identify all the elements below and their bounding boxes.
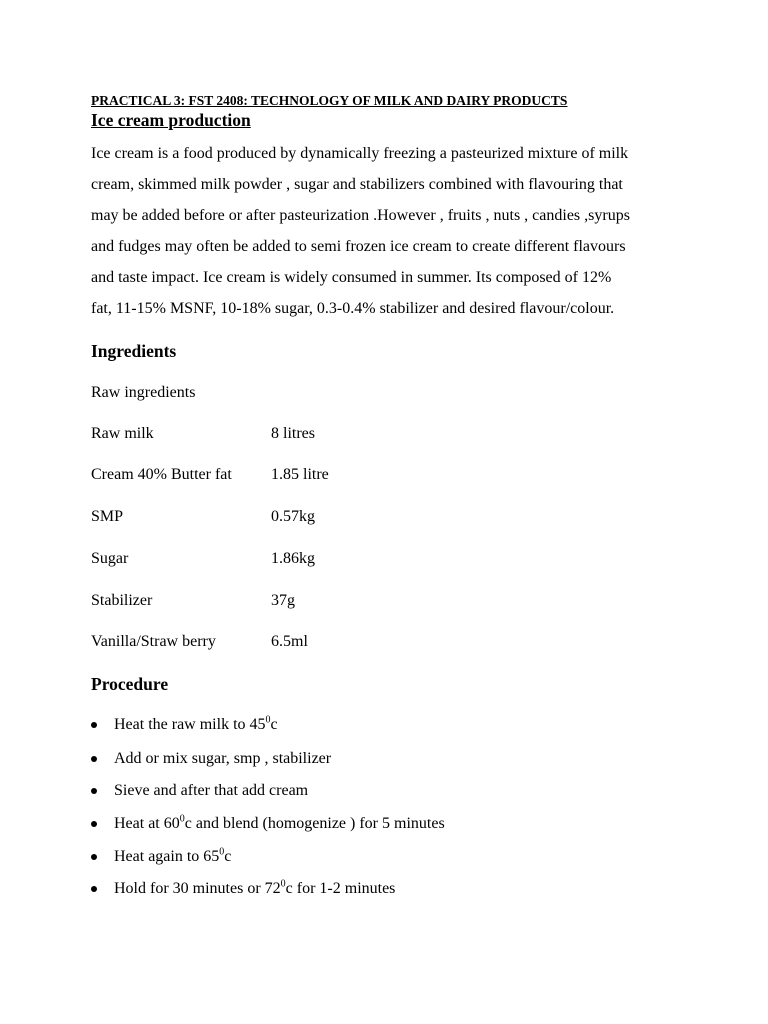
ingredient-name: Cream 40% Butter fat	[91, 466, 232, 483]
bullet-icon	[91, 821, 97, 827]
ingredient-quantity: 0.57kg	[271, 508, 315, 525]
ingredient-name: Vanilla/Straw berry	[91, 633, 216, 650]
procedure-step-text: Hold for 30 minutes or $72^0c$ for 1-2 minutes	[114, 878, 396, 897]
ingredient-name: Stabilizer	[91, 592, 153, 609]
ingredient-name: Sugar	[91, 550, 129, 567]
ingredient-quantity: 8 litres	[271, 425, 315, 442]
ingredients-heading: Ingredients	[91, 341, 177, 361]
procedure-step-text: Heat the raw milk to $45^0c$	[114, 714, 278, 733]
intro-line: cream, skimmed milk powder , sugar and stabilizers combined with flavouring that	[91, 176, 623, 193]
ingredient-name: Raw milk	[91, 425, 154, 442]
bullet-icon	[91, 756, 97, 762]
procedure-heading: Procedure	[91, 674, 169, 694]
bullet-icon	[91, 788, 97, 794]
bullet-icon	[91, 854, 97, 860]
ingredient-quantity: 6.5ml	[271, 633, 308, 650]
bullet-icon	[91, 722, 97, 728]
raw-ingredients-subheading: Raw ingredients	[91, 384, 196, 401]
intro-line: and fudges may often be added to semi frozen ice cream to create different flavours	[91, 238, 626, 255]
ingredient-quantity: 1.86kg	[271, 550, 315, 567]
intro-line: Ice cream is a food produced by dynamically freezing a pasteurized mixture of milk	[91, 145, 629, 162]
intro-line: may be added before or after pasteurization .However , fruits , nuts , candies ,syrups	[91, 207, 630, 224]
page-title: Ice cream production	[91, 110, 251, 130]
ingredient-name: SMP	[91, 508, 124, 525]
procedure-step-text: Heat again to $65^0c$	[114, 846, 232, 865]
procedure-step-text: Add or mix sugar, smp , stabilizer	[114, 750, 332, 767]
procedure-step-text: Heat at $60^0c$ and blend (homogenize ) for 5 minutes	[114, 813, 445, 832]
ingredient-quantity: 1.85 litre	[271, 466, 329, 483]
ingredient-quantity: 37g	[271, 592, 295, 609]
intro-line: fat, 11-15% MSNF, 10-18% sugar, 0.3-0.4% stabilizer and desired flavour/colour.	[91, 300, 615, 317]
practical-header: PRACTICAL 3: FST 2408: TECHNOLOGY OF MILK AND DAIRY PRODUCTS	[91, 93, 568, 108]
procedure-step-text: Sieve and after that add cream	[114, 782, 309, 799]
bullet-icon	[91, 886, 97, 892]
intro-line: and taste impact. Ice cream is widely consumed in summer. Its composed of 12%	[91, 269, 612, 286]
